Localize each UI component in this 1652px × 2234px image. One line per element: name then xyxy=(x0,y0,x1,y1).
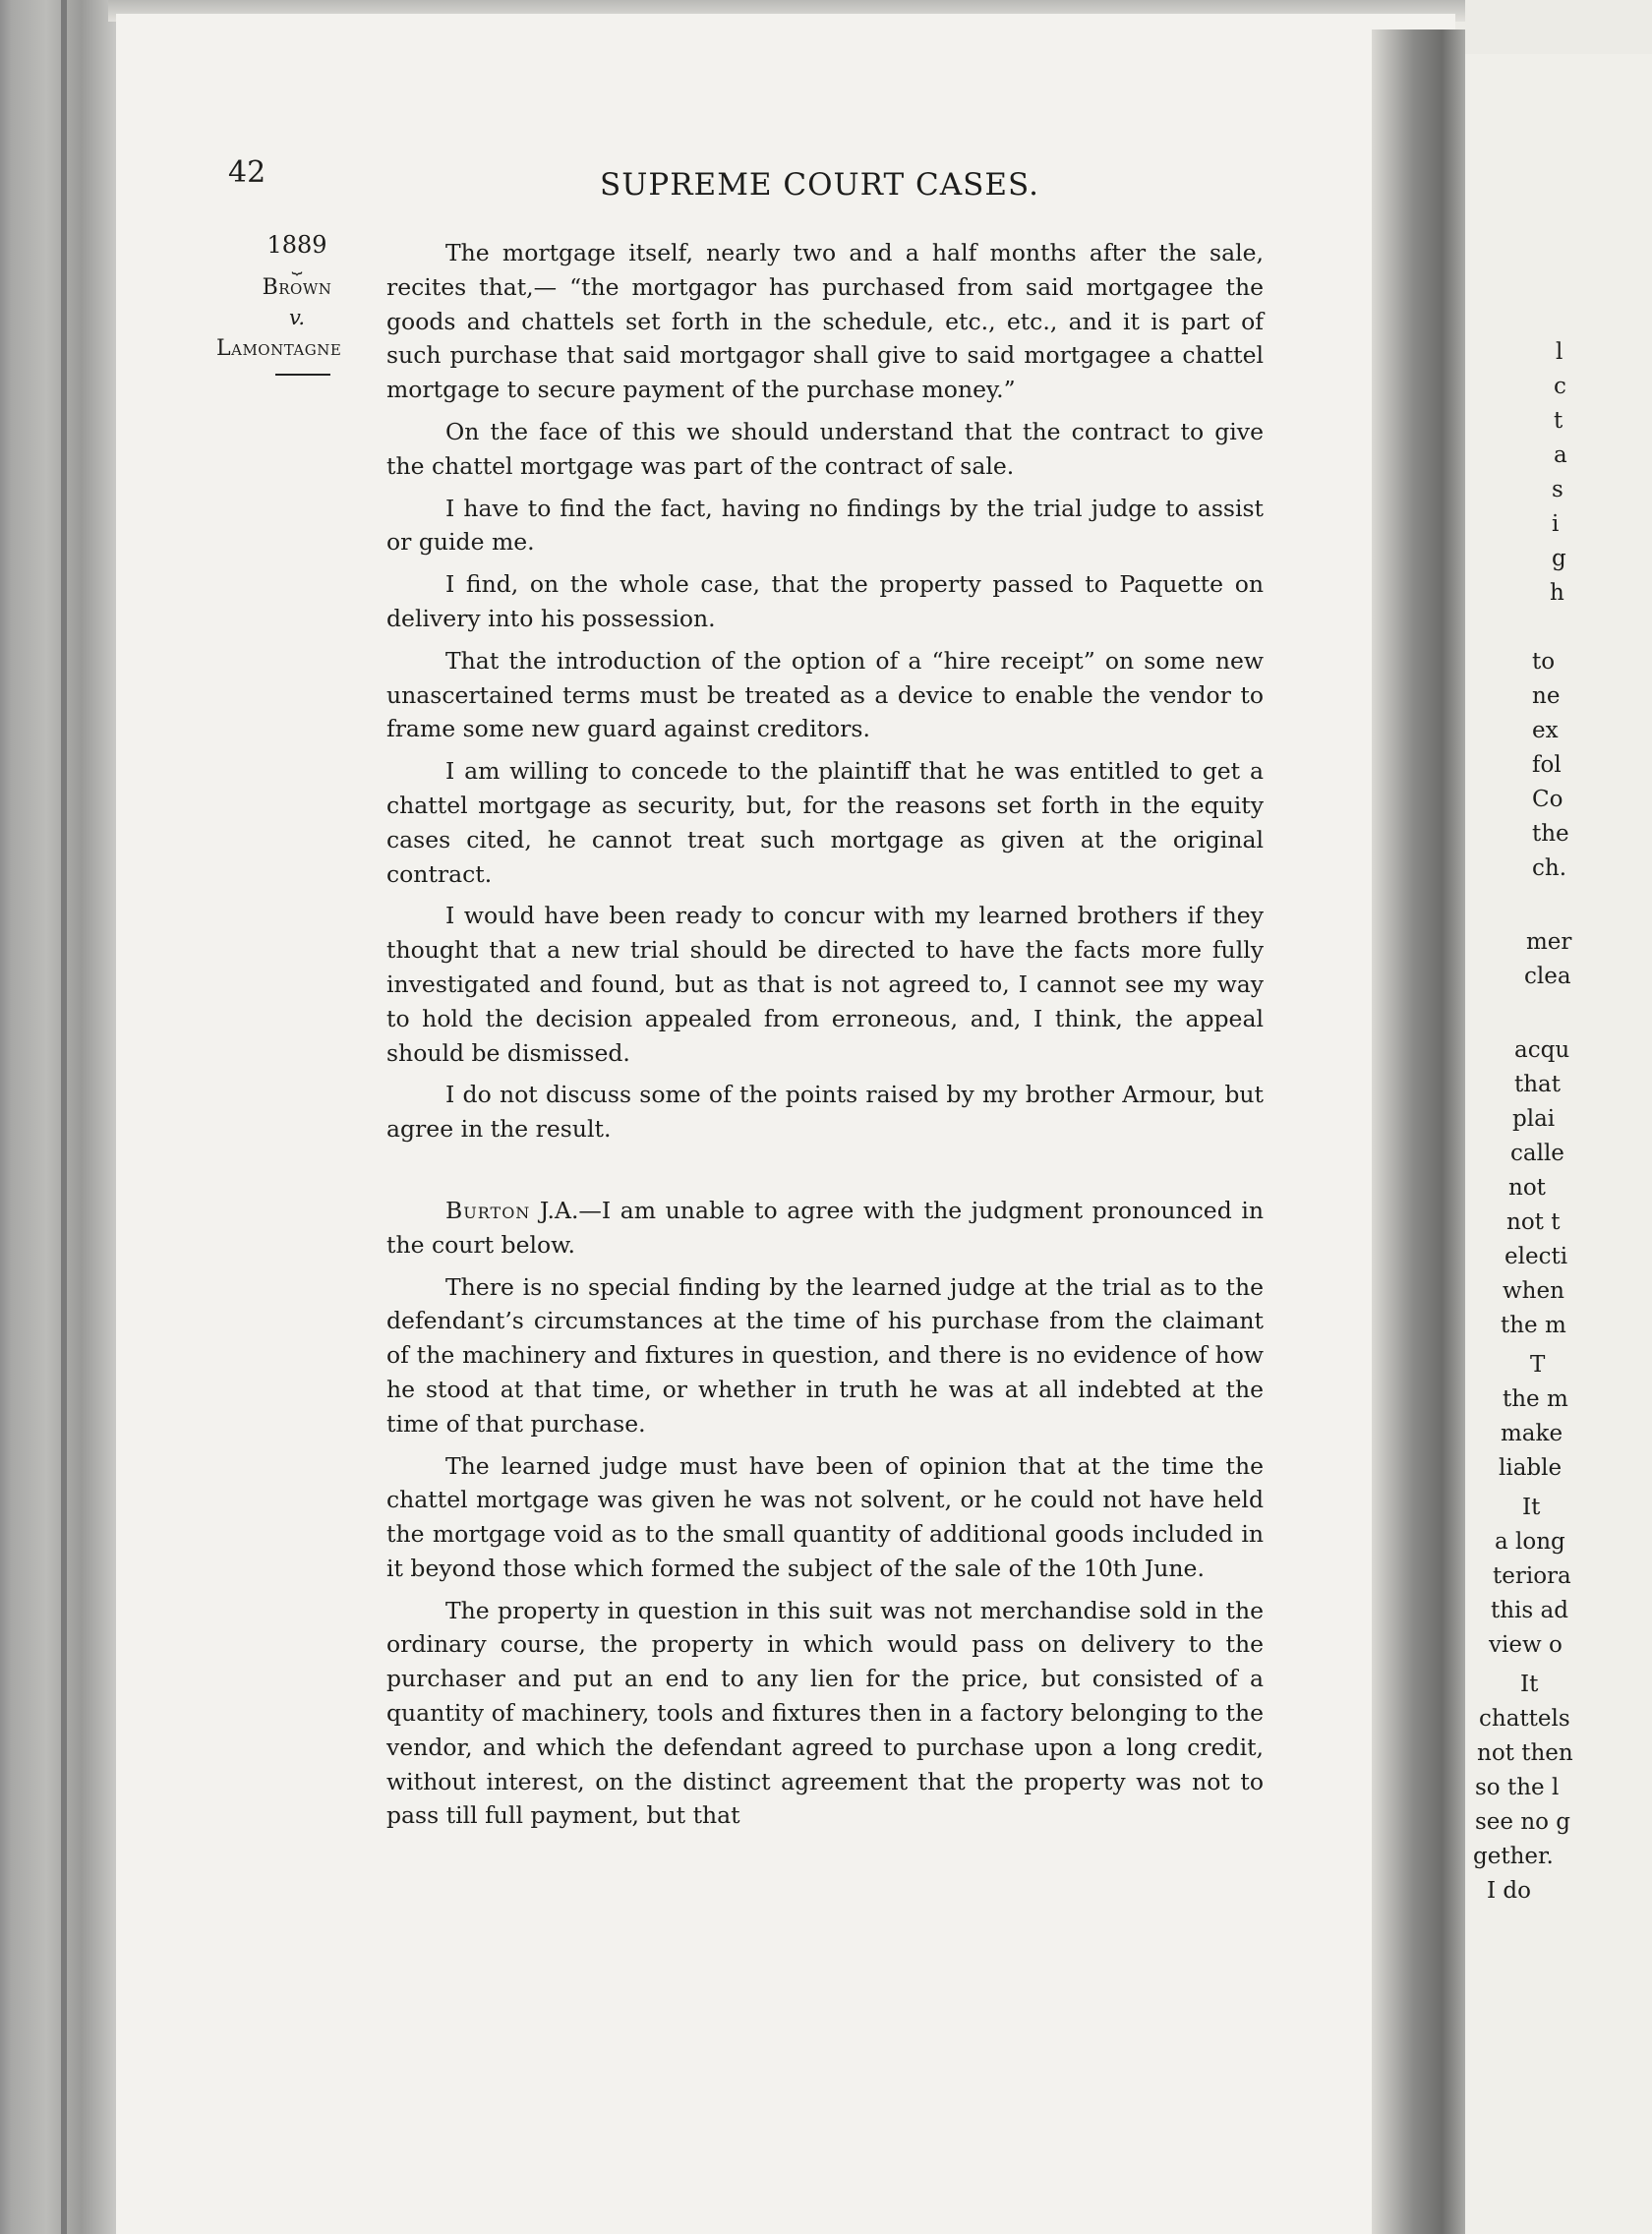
right-page-line: calle xyxy=(1510,1141,1564,1166)
right-page-line: electi xyxy=(1504,1244,1568,1269)
right-page-line: a xyxy=(1554,442,1567,468)
right-page-line: t xyxy=(1554,408,1564,434)
page-gutter xyxy=(1372,29,1465,2234)
right-page-line: make xyxy=(1501,1421,1564,1446)
paragraph: I have to find the fact, having no findings by the trial judge to assist or guide me. xyxy=(386,494,1264,557)
paragraph: I am willing to concede to the plaintiff that he was entitled to get a chattel mortgage as security, but, for the reasons set forth in the equity cases cited, he cannot treat such mortgage as given at the original contract. xyxy=(386,757,1264,888)
right-page-line: h xyxy=(1550,580,1564,606)
paragraph: The mortgage itself, nearly two and a half months after the sale, recites that,— “the mortgagor has purchased from said mortgagee the goods and chattels set forth in the schedule, etc., etc., and it is part of such purchase that said mortgagor shall give to said mortgagee a chattel mortgage to secure payment of the purchase money.” xyxy=(386,239,1264,404)
right-page-line: T xyxy=(1530,1352,1546,1378)
right-page-line: fol xyxy=(1532,752,1562,778)
right-page-line: not xyxy=(1508,1175,1546,1201)
page-body xyxy=(386,236,1264,1841)
page-number: 42 xyxy=(228,155,266,190)
margin-party-1: Brown xyxy=(262,275,332,300)
binding-line xyxy=(61,0,67,2234)
paragraph: There is no special finding by the learned judge at the trial as to the defendant’s circumstances at the time of his purchase from the claimant of the machinery and fixtures in question, and there is no evidence of how he stood at that time, or whether in truth he was at all indebted at the time of that purchase. xyxy=(386,1272,1264,1438)
margin-year: 1889 xyxy=(266,231,327,259)
right-page-line: i xyxy=(1552,511,1560,537)
paragraph: I do not discuss some of the points raised by my brother Armour, but agree in the result. xyxy=(386,1081,1264,1144)
right-page-line: the m xyxy=(1501,1313,1566,1338)
right-page-line: not t xyxy=(1506,1209,1561,1235)
right-page-line: when xyxy=(1503,1278,1564,1304)
right-page-line: plai xyxy=(1512,1106,1556,1132)
right-page-line: It xyxy=(1522,1495,1541,1520)
right-page-line: It xyxy=(1520,1672,1539,1697)
right-page-line: s xyxy=(1552,477,1564,502)
margin-brace: ⏟ xyxy=(291,255,303,275)
right-page-line: the xyxy=(1532,821,1569,847)
paragraph: The property in question in this suit was not merchandise sold in the ordinary course, the property in which would pass on delivery to the purchaser and put an end to any lien for the price, but consisted of a quantity of machinery, tools and fixtures then in a factory belonging to the vendor, and which the defendant agreed to purchase upon a long credit, without interest, on the distinct agreement that the property was not to pass till full payment, but that xyxy=(386,1596,1264,1830)
right-page-line: that xyxy=(1514,1072,1562,1097)
paragraph: I find, on the whole case, that the property passed to Paquette on delivery into his possession. xyxy=(386,570,1264,632)
book-binding-edge xyxy=(0,0,116,2234)
right-page-line: gether. xyxy=(1473,1844,1554,1869)
right-page-line: clea xyxy=(1524,964,1571,989)
right-page-line: l xyxy=(1556,339,1564,365)
margin-party-2: Lamontagne xyxy=(216,336,342,361)
right-page-line: g xyxy=(1552,546,1566,571)
judge-opening-text: J.A.—I am unable to agree with the judgment pronounced in the court below. xyxy=(386,1196,1264,1259)
right-page-line: liable xyxy=(1499,1455,1563,1481)
right-page-line: to xyxy=(1532,649,1556,675)
right-page-line: view o xyxy=(1489,1632,1563,1658)
right-page-line: mer xyxy=(1526,929,1572,955)
right-page-line: chattels xyxy=(1479,1706,1570,1732)
margin-versus: v. xyxy=(288,306,306,329)
judge-opening-paragraph xyxy=(386,1194,1264,1263)
right-page-line: this ad xyxy=(1491,1598,1568,1623)
right-page-line: Co xyxy=(1532,787,1564,812)
right-page-fragment xyxy=(1465,54,1652,2234)
right-page-line: see no g xyxy=(1475,1809,1571,1835)
judge-name: Burton xyxy=(445,1196,531,1224)
right-page-line: acqu xyxy=(1514,1037,1570,1063)
margin-note xyxy=(218,230,376,364)
paragraph: On the face of this we should understand that the contract to give the chattel mortgage was part of the contract of sale. xyxy=(386,417,1264,480)
margin-rule xyxy=(275,374,330,376)
right-page-line: ne xyxy=(1532,683,1561,709)
right-page-line: teriora xyxy=(1493,1563,1571,1589)
right-page-line: I do xyxy=(1487,1878,1531,1904)
running-head: SUPREME COURT CASES. xyxy=(600,167,1039,203)
paragraph: The learned judge must have been of opinion that at the time the chattel mortgage was given he was not solvent, or he could not have held the mortgage void as to the small quantity of additional goods included in it beyond those which formed the subject of the sale of the 10th June. xyxy=(386,1451,1264,1582)
paragraph: I would have been ready to concur with my learned brothers if they thought that a new trial should be directed to have the facts more fully investigated and found, but as that is not agreed to, I cannot see my way to hold the decision appealed from erroneous, and, I think, the appeal should be dismissed. xyxy=(386,902,1264,1067)
paragraph: That the introduction of the option of a “hire receipt” on some new unascertained terms must be treated as a device to enable the vendor to frame some new guard against creditors. xyxy=(386,646,1264,743)
right-page-line: the m xyxy=(1503,1386,1568,1412)
right-page-line: ch. xyxy=(1532,855,1567,881)
right-page-line: so the l xyxy=(1475,1775,1560,1800)
right-page-line: ex xyxy=(1532,718,1559,743)
right-page-line: not then xyxy=(1477,1740,1573,1766)
right-page-line: c xyxy=(1554,374,1566,399)
right-page-line: a long xyxy=(1495,1529,1565,1555)
